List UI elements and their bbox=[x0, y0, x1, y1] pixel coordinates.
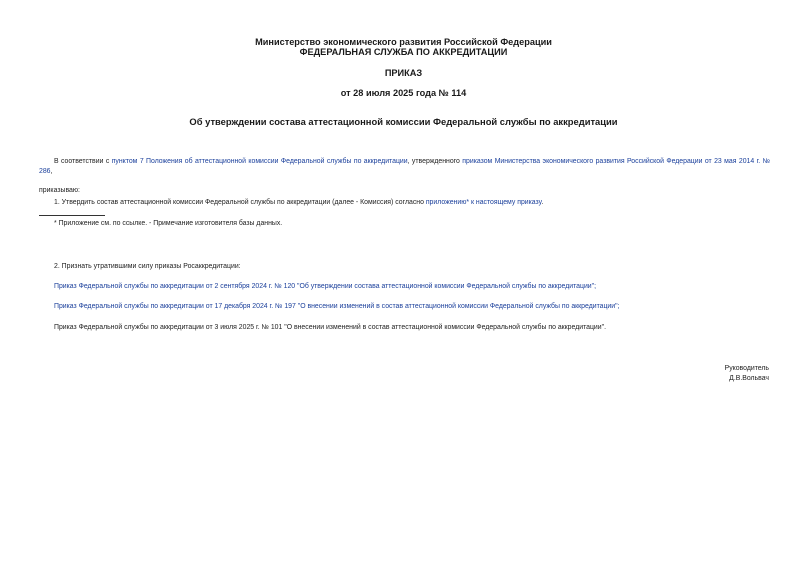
order-item-1 bbox=[54, 198, 543, 208]
service-name: ФЕДЕРАЛЬНАЯ СЛУЖБА ПО АККРЕДИТАЦИИ bbox=[299, 47, 508, 57]
document-type: ПРИКАЗ bbox=[384, 68, 423, 78]
regulation-link[interactable]: пунктом 7 Положения об аттестационной комиссии Федеральной службы по аккредитации bbox=[111, 158, 408, 165]
footnote-text: * Приложение см. по ссылке. - Примечание изготовителя базы данных. bbox=[54, 220, 283, 227]
preamble-paragraph bbox=[39, 157, 770, 176]
revoked-order-link-1[interactable]: Приказ Федеральной службы по аккредитации от 2 сентября 2024 г. № 120 "Об утверждении состава аттестационной комиссии Федеральной службы по аккредитации"; bbox=[54, 283, 596, 290]
order-date-number: от 28 июля 2025 года № 114 bbox=[340, 88, 467, 98]
ministry-name: Министерство экономического развития Российской Федерации bbox=[255, 37, 552, 47]
order-item-2: 2. Признать утратившими силу приказы Росаккредитации: bbox=[54, 263, 241, 270]
preamble-text-3: , bbox=[50, 167, 53, 175]
order-title: Об утверждении состава аттестационной комиссии Федеральной службы по аккредитации bbox=[189, 116, 618, 127]
signatory-name: Д.В.Вольвач bbox=[729, 375, 769, 382]
item1-end: . bbox=[541, 199, 544, 206]
appendix-link[interactable]: приложению* к настоящему приказу bbox=[425, 199, 542, 206]
revoked-order-3: Приказ Федеральной службы по аккредитации от 3 июля 2025 г. № 101 "О внесении изменений в состав аттестационной комиссии Федеральной службы по аккредитации". bbox=[54, 324, 606, 331]
preamble-text-1: В соответствии с bbox=[54, 158, 112, 165]
ordered-word: приказываю: bbox=[39, 187, 80, 194]
ministry-order-link[interactable]: приказом Министерства экономического развития Российской Федерации от 23 мая 2014 г. № 286 bbox=[39, 158, 770, 175]
signatory-role: Руководитель bbox=[724, 365, 769, 372]
footnote-divider bbox=[39, 215, 105, 216]
preamble-text-2: , утвержденного bbox=[407, 158, 463, 165]
revoked-order-link-2[interactable]: Приказ Федеральной службы по аккредитации от 17 декабря 2024 г. № 197 "О внесении изменений в состав аттестационной комиссии Федеральной службы по аккредитации"; bbox=[54, 303, 620, 310]
item1-text: 1. Утвердить состав аттестационной комиссии Федеральной службы по аккредитации (далее - Комиссия) согласно bbox=[54, 199, 426, 206]
